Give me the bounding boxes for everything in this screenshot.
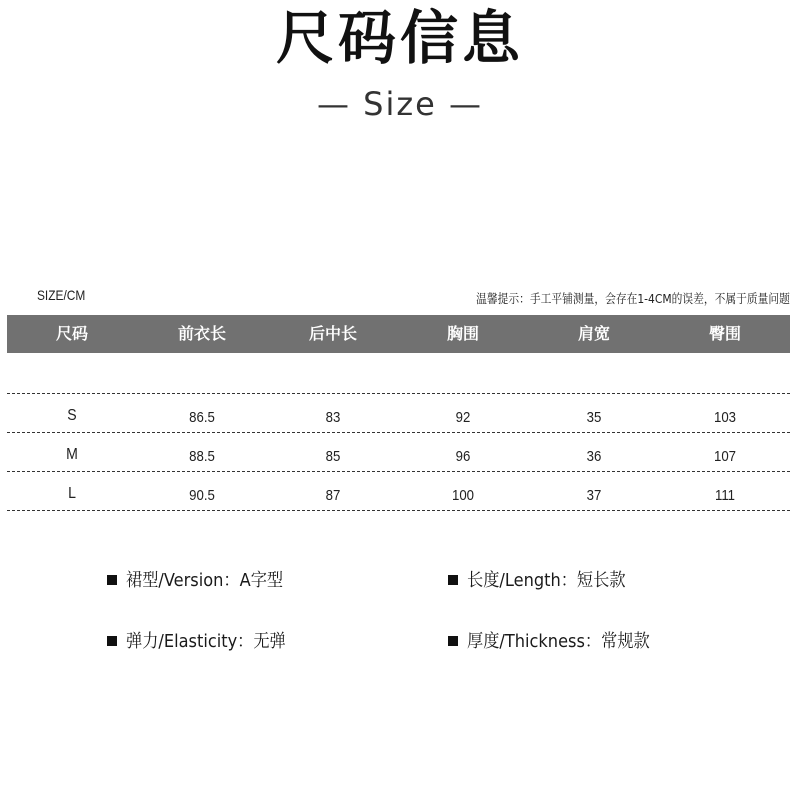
cell-shoulder: 35 xyxy=(586,409,602,426)
cell-bust: 96 xyxy=(455,448,471,465)
cell-back-length: 87 xyxy=(325,487,341,504)
cell-shoulder: 36 xyxy=(586,448,602,465)
cell-hip: 111 xyxy=(714,487,736,504)
header-bust: 胸围 xyxy=(446,324,479,343)
spec-length-text: 长度/Length：短长款 xyxy=(467,570,626,591)
unit-label: SIZE/CM xyxy=(37,287,86,303)
cell-hip: 103 xyxy=(713,409,737,426)
cell-back-length: 85 xyxy=(325,448,341,465)
spec-elasticity xyxy=(107,630,304,654)
bullet-square-icon xyxy=(107,636,117,646)
spec-thickness xyxy=(448,630,670,654)
cell-front-length: 90.5 xyxy=(189,487,215,504)
spec-version-text: 裙型/Version：A字型 xyxy=(126,570,284,591)
row-divider xyxy=(7,471,790,472)
cell-bust: 92 xyxy=(455,409,471,426)
page-title: 尺码信息 xyxy=(275,4,524,72)
cell-size: S xyxy=(67,407,77,424)
measurement-tip: 温馨提示：手工平铺测量，会存在1-4CM的误差，不属于质量问题 xyxy=(476,291,790,306)
cell-size: L xyxy=(68,485,76,502)
cell-hip: 107 xyxy=(713,448,737,465)
bullet-square-icon xyxy=(448,636,458,646)
bullet-square-icon xyxy=(448,575,458,585)
size-table-header xyxy=(7,315,790,353)
spec-version xyxy=(107,569,301,593)
bullet-square-icon xyxy=(107,575,117,585)
header-shoulder: 肩宽 xyxy=(577,324,610,343)
cell-shoulder: 37 xyxy=(586,487,602,504)
cell-front-length: 88.5 xyxy=(189,448,215,465)
row-divider xyxy=(7,393,790,394)
header-front-length: 前衣长 xyxy=(177,324,226,343)
header-size: 尺码 xyxy=(55,324,88,343)
cell-back-length: 83 xyxy=(325,409,341,426)
spec-thickness-text: 厚度/Thickness：常规款 xyxy=(467,631,650,652)
cell-front-length: 86.5 xyxy=(189,409,215,426)
header-hip: 臀围 xyxy=(708,324,741,343)
cell-size: M xyxy=(66,446,78,463)
cell-bust: 100 xyxy=(451,487,475,504)
row-divider xyxy=(7,510,790,511)
page-subtitle: — Size — xyxy=(316,85,484,123)
spec-elasticity-text: 弹力/Elasticity：无弹 xyxy=(126,631,286,652)
spec-length xyxy=(448,569,643,593)
header-back-length: 后中长 xyxy=(308,324,357,343)
row-divider xyxy=(7,432,790,433)
